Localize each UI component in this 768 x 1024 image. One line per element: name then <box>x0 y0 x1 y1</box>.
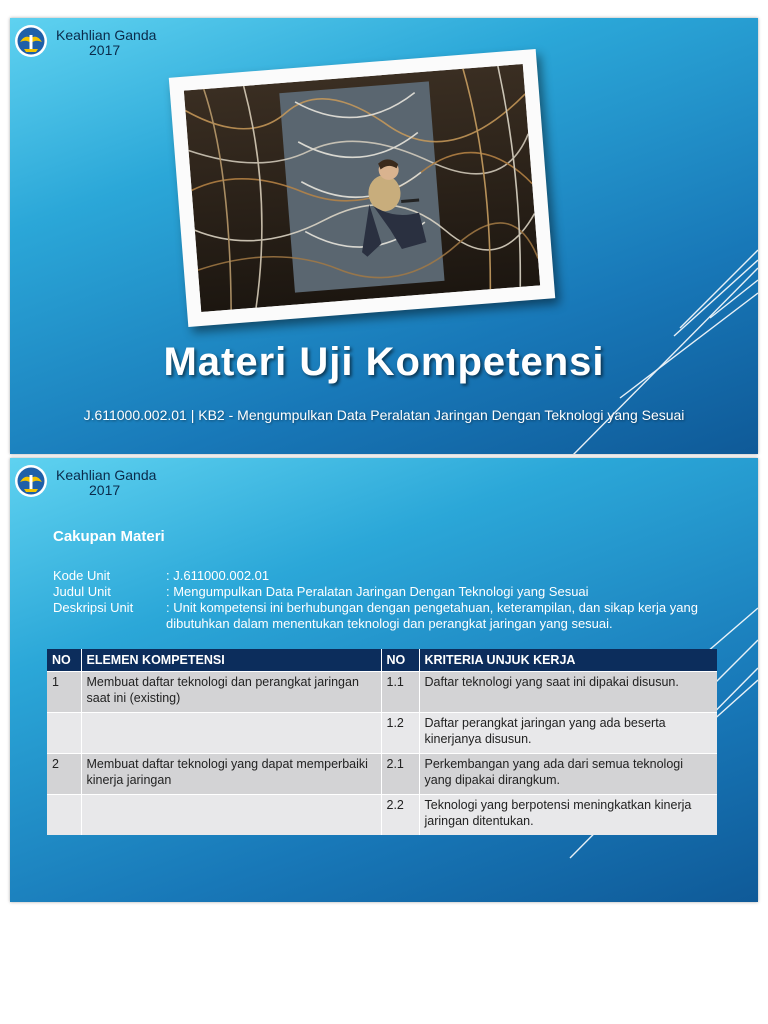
brand-name: Keahlian Ganda <box>56 467 157 483</box>
unit-code-row <box>53 568 733 584</box>
table-cell <box>47 713 81 754</box>
photo-frame <box>169 49 555 327</box>
info-value: : Unit kompetensi ini berhubungan dengan pengetahuan, keterampilan, dan sikap kerja yang dibutuhkan dalam menentukan teknologi dan perangkat jaringan yang sesuai. <box>166 600 698 631</box>
slide-title <box>10 18 758 454</box>
unit-info <box>53 568 733 632</box>
tut-wuri-handayani-logo <box>14 24 48 58</box>
table-cell: 2.1 <box>381 754 419 795</box>
table-row <box>47 672 717 713</box>
brand-name: Keahlian Ganda <box>56 27 157 43</box>
info-key: Deskripsi Unit <box>53 600 134 615</box>
table-cell <box>81 795 381 836</box>
table-cell: Daftar perangkat jaringan yang ada beserta kinerjanya disusun. <box>419 713 717 754</box>
table-cell: Perkembangan yang ada dari semua teknologi yang dipakai dirangkum. <box>419 754 717 795</box>
brand-year: 2017 <box>89 482 121 498</box>
brand-label <box>56 28 156 58</box>
table-cell: Teknologi yang berpotensi meningkatkan kinerja jaringan ditentukan. <box>419 795 717 836</box>
table-header-element: ELEMEN KOMPETENSI <box>81 649 381 672</box>
competency-table <box>47 649 717 835</box>
brand-year: 2017 <box>89 42 121 58</box>
table-header-no: NO <box>47 649 81 672</box>
table-cell: 1.2 <box>381 713 419 754</box>
table-cell: 2.2 <box>381 795 419 836</box>
info-value: : J.611000.002.01 <box>166 568 270 583</box>
table-header-no: NO <box>381 649 419 672</box>
table-header-row <box>47 649 717 672</box>
unit-description-row <box>53 600 733 632</box>
info-key: Judul Unit <box>53 584 111 599</box>
table-cell: Daftar teknologi yang saat ini dipakai disusun. <box>419 672 717 713</box>
info-value: : Mengumpulkan Data Peralatan Jaringan Dengan Teknologi yang Sesuai <box>166 584 589 599</box>
table-cell: 1.1 <box>381 672 419 713</box>
table-row <box>47 713 717 754</box>
slide-title-text: Materi Uji Kompetensi <box>163 340 605 384</box>
table-cell: Membuat daftar teknologi yang dapat memperbaiki kinerja jaringan <box>81 754 381 795</box>
table-header-criteria: KRITERIA UNJUK KERJA <box>419 649 717 672</box>
table-row <box>47 795 717 836</box>
slide-subtitle-text: J.611000.002.01 | KB2 - Mengumpulkan Data Peralatan Jaringan Dengan Teknologi yang Sesuai <box>83 407 685 423</box>
tut-wuri-handayani-logo <box>14 464 48 498</box>
table-row <box>47 754 717 795</box>
unit-title-row <box>53 584 733 600</box>
table-cell: Membuat daftar teknologi dan perangkat jaringan saat ini (existing) <box>81 672 381 713</box>
brand-label <box>56 468 156 498</box>
slide-scope <box>10 458 758 902</box>
section-title: Cakupan Materi <box>53 528 165 545</box>
table-cell <box>81 713 381 754</box>
table-cell <box>47 795 81 836</box>
network-cables-photo <box>184 64 540 312</box>
table-cell: 1 <box>47 672 81 713</box>
table-cell: 2 <box>47 754 81 795</box>
info-key: Kode Unit <box>53 568 111 583</box>
